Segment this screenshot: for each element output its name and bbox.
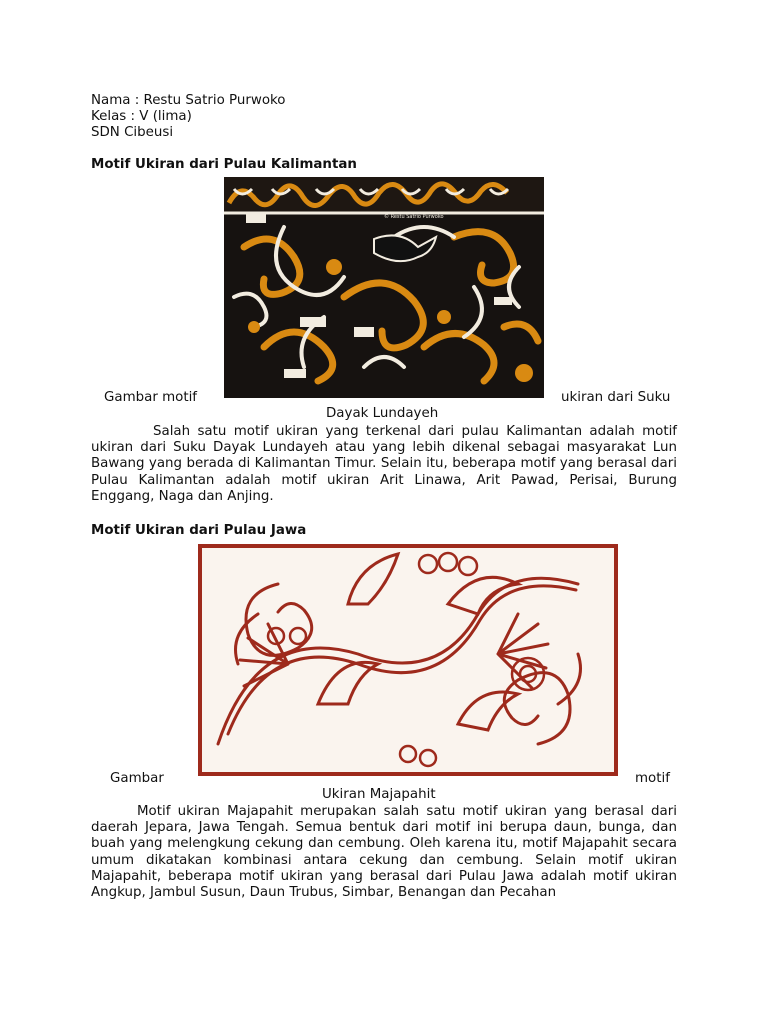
paragraph-jawa: Motif ukiran Majapahit merupakan salah satu motif ukiran yang berasal dari daerah Jepara, Jawa Tengah. Semua bentuk dari motif ini berupa daun, bunga, dan buah yang melengkung cekung dan cembung. Oleh karena itu, motif Majapahit secara umum dikatakan kombinasi antara cekung dan cembung. Selain motif ukiran Majapahit, beberapa motif ukiran yang berasal dari Pulau Jawa adalah motif ukiran Angkup, Jambul Susun, Daun Trubus, Simbar, Benangan dan Pecahan — [91, 804, 677, 901]
caption-2-right: motif — [635, 771, 670, 786]
caption-2-left: Gambar — [110, 771, 164, 786]
caption-1-left: Gambar motif — [104, 390, 198, 405]
majapahit-carving-image — [198, 544, 618, 776]
student-name: Nama : Restu Satrio Purwoko — [91, 93, 286, 108]
caption-1-line2: Dayak Lundayeh — [326, 406, 439, 421]
section-heading-kalimantan: Motif Ukiran dari Pulau Kalimantan — [91, 157, 357, 172]
caption-1-right: ukiran dari Suku — [561, 390, 671, 405]
section-heading-jawa: Motif Ukiran dari Pulau Jawa — [91, 523, 307, 538]
caption-2-line2: Ukiran Majapahit — [322, 787, 436, 802]
paragraph-kalimantan: Salah satu motif ukiran yang terkenal dari pulau Kalimantan adalah motif ukiran dari Suku Dayak Lundayeh atau yang lebih dikenal sebagai masyarakat Lun Bawang yang berada di Kalimantan Timur. Selain itu, beberapa motif yang berasal dari Pulau Kalimantan adalah motif ukiran Arit Linawa, Arit Pawad, Perisai, Burung Enggang, Naga dan Anjing. — [91, 424, 677, 504]
image-watermark: © Restu Satrio Purwoko — [384, 214, 444, 220]
dayak-carving-image — [224, 177, 544, 398]
school-name: SDN Cibeusi — [91, 125, 174, 140]
student-class: Kelas : V (lima) — [91, 109, 192, 124]
